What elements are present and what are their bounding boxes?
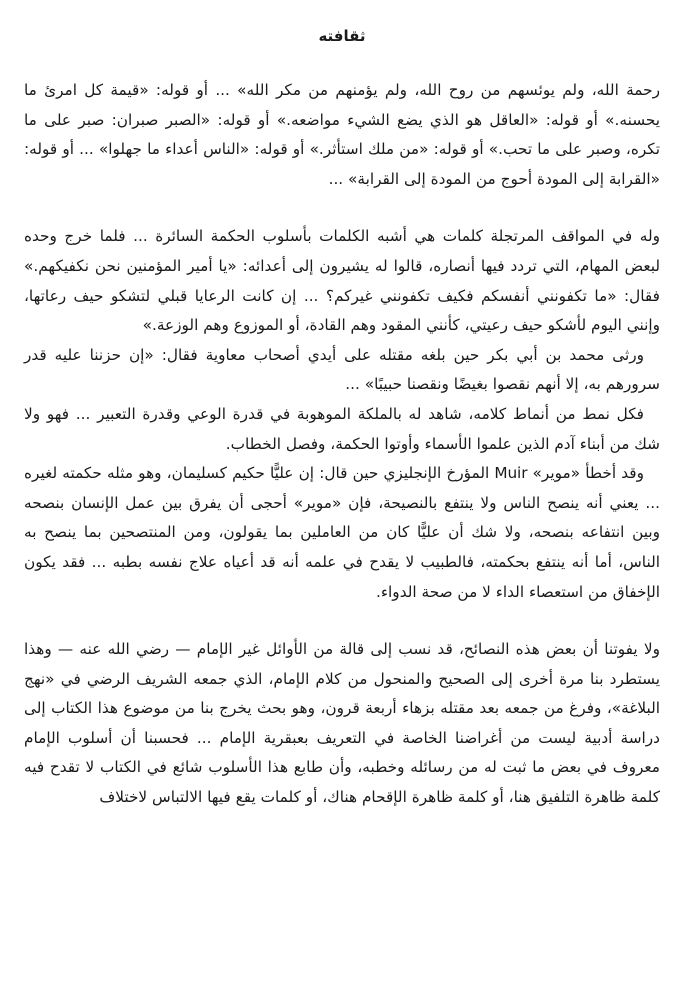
paragraph-quotes-continuation: رحمة الله، ولم يوئسهم من روح الله، ولم يؤمنهم من مكر الله» ... أو قوله: «قيمة كل امرئ ما يحسنه.» أو قوله: «العاقل هو الذي يضع الشيء مواضعه.» أو قوله: «الصبر صبران: صبر على ما تكره، وصبر على ما تحب.» أو قوله: «من ملك استأثر.» أو قوله: «الناس أعداء ما جهلوا» ... أو قوله: «القرابة إلى المودة أحوج من المودة إلى القرابة» ... xyxy=(24,81,660,188)
page-header-title: ثقافته xyxy=(318,27,366,45)
paragraph-muir-error: وقد أخطأ «موير» Muir المؤرخ الإنجليزي حين قال: إن عليًّا حكيم كسليمان، وهو مثله حكمته لغيره ... يعني أنه ينصح الناس ولا ينتفع بالنصيحة، فإن «موير» أحجى أن يفرق بين عمل الإنسان بنصحه وبين انتفاعه بنصحه، ولا شك أن عليًّا كان من العاملين بما يقولون، ومن المنتصحين بما ينصح به الناس، أما أنه ينتفع بحكمته، فالطبيب لا يقدح في علمه أنه قد أعياه علاج نفسه بطبه ... فقد يكون الإخفاق من استعصاء الداء لا من صحة الدواء. xyxy=(24,464,660,601)
paragraph-attribution-nahj: ولا يفوتنا أن بعض هذه النصائح، قد نسب إلى قالة من الأوائل غير الإمام — رضي الله عنه — وهذا يستطرد بنا مرة أخرى إلى الصحيح والمنحول من كلام الإمام، الذي جمعه الشريف الرضي في «نهج البلاغة»، وفرغ من جمعه بعد مقتله بزهاء أربعة قرون، وهو بحث يخرج بنا من موضوع هذا الكتاب إلى دراسة أدبية ليست من أغراضنا الخاصة في التعريف بعبقرية الإمام ... فحسبنا أن أسلوب الإمام معروف في بعض ما ثبت له من رسائله وخطبه، وأن طابع هذا الأسلوب شائع في الكتاب لا تقدح فيه كلمة ظاهرة التلفيق هنا، أو كلمة ظاهرة الإقحام هناك، أو كلمات يقع فيها الالتباس لاختلاف xyxy=(24,640,660,807)
paragraph-improvised-sayings: وله في المواقف المرتجلة كلمات هي أشبه الكلمات بأسلوب الحكمة السائرة ... فلما خرج وحده لبعض المهام، التي تردد فيها أنصاره، قالوا له يشيرون إلى أعدائه: «يا أمير المؤمنين نحن نكفيكهم.» فقال: «ما تكفونني أنفسكم فكيف تكفونني غيركم؟ ... إن كانت الرعايا قبلي لتشكو حيف رعاتها، وإنني اليوم لأشكو حيف رعيتي، كأنني المقود وهم القادة، أو الموزوع وهم الوزعة.» xyxy=(24,227,660,335)
paragraph-elegy-muhammad: ورثى محمد بن أبي بكر حين بلغه مقتله على أيدي أصحاب معاوية فقال: «إن حزننا عليه قدر سرورهم به، إلا أنهم نقصوا بغيضًا ونقصنا حبيبًا» ... xyxy=(24,345,660,394)
paragraph-gifted-talent: فكل نمط من أنماط كلامه، شاهد له بالملكة الموهوبة في قدرة الوعي وقدرة التعبير ... فهو ولا شك من أبناء آدم الذين علموا الأسماء وأوتوا الحكمة، وفصل الخطاب. xyxy=(24,404,660,453)
